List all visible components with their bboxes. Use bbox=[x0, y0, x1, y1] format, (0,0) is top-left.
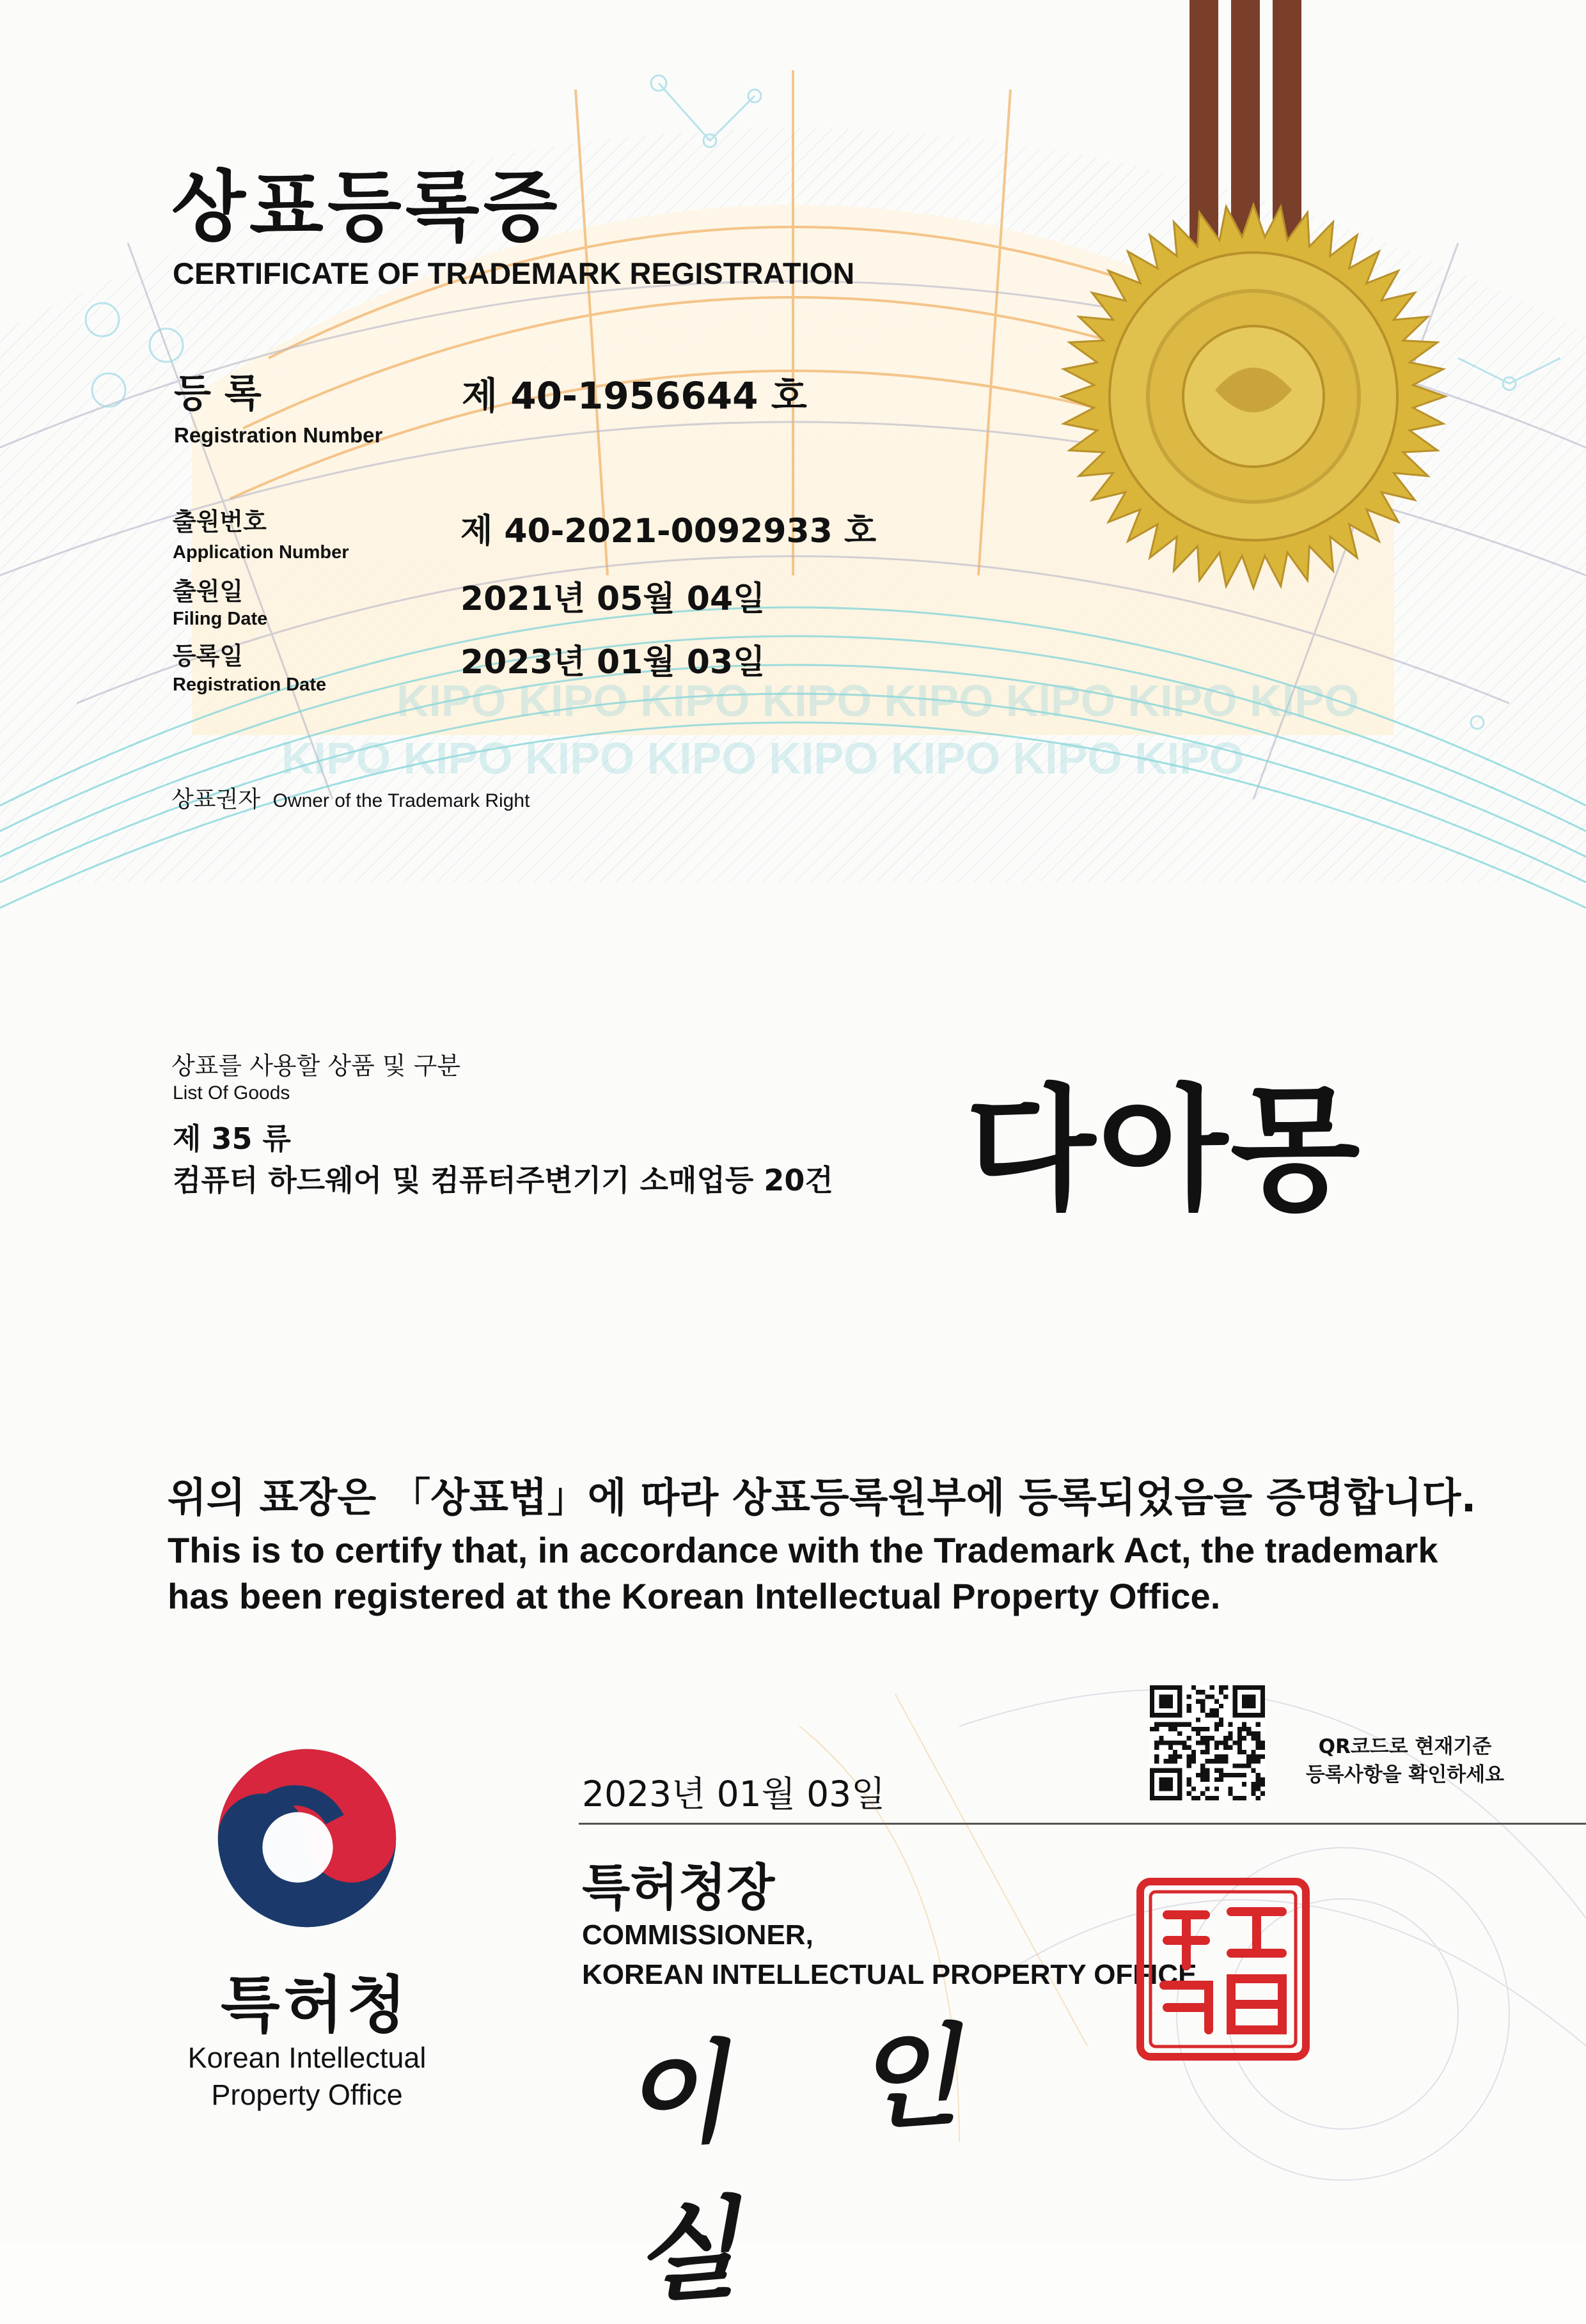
certificate-title: 상표등록증 bbox=[171, 163, 561, 252]
application-number: 제 40-2021-0092933 호 bbox=[460, 512, 877, 550]
trademark-text: 다아몽 bbox=[966, 1072, 1363, 1228]
filing-date-label: 출원일 bbox=[173, 577, 244, 605]
registration-date-label-en: Registration Date bbox=[173, 675, 327, 695]
application-label: 출원번호 bbox=[173, 508, 267, 536]
qr-caption bbox=[1287, 1733, 1523, 1789]
official-red-seal-icon bbox=[1135, 1876, 1311, 2062]
office-name-ko: 특허청 bbox=[221, 1969, 411, 2041]
filing-date: 2021년 05월 04일 bbox=[460, 580, 766, 618]
issue-date: 2023년 01월 03일 bbox=[582, 1774, 886, 1814]
application-label-en: Application Number bbox=[173, 542, 349, 563]
goods-label: 상표를 사용할 상품 및 구분 bbox=[171, 1052, 461, 1080]
goods-description: 컴퓨터 하드웨어 및 컴퓨터주변기기 소매업등 20건 bbox=[173, 1163, 833, 1197]
watermark-line-1: KIPO KIPO KIPO KIPO KIPO KIPO KIPO KIPO bbox=[396, 676, 1360, 726]
registration-label: 등 록 bbox=[174, 371, 262, 416]
goods-class: 제 35 류 bbox=[173, 1121, 291, 1156]
goods-label-en: List Of Goods bbox=[173, 1082, 290, 1104]
commissioner-title-en-line2: KOREAN INTELLECTUAL PROPERTY OFFICE bbox=[582, 1959, 1197, 1990]
qr-caption-line1: QR코드로 현재기준 bbox=[1318, 1735, 1492, 1758]
registration-number: 제 40-1956644 호 bbox=[462, 374, 807, 417]
commissioner-title-en-line1: COMMISSIONER, bbox=[582, 1919, 813, 1951]
owner-label bbox=[171, 781, 530, 814]
owner-label-ko: 상표권자 bbox=[171, 786, 261, 813]
qr-code-icon bbox=[1150, 1685, 1265, 1800]
signature-text: 이 인 실 bbox=[618, 2008, 1009, 2320]
owner-label-en: Owner of the Trademark Right bbox=[272, 790, 530, 811]
registration-label-en: Registration Number bbox=[174, 423, 383, 447]
certificate-title-en: CERTIFICATE OF TRADEMARK REGISTRATION bbox=[173, 256, 855, 290]
statement-en-line1: This is to certify that, in accordance with the Trademark Act, the trademark bbox=[168, 1530, 1438, 1570]
taegeuk-logo-icon bbox=[214, 1745, 400, 1931]
gold-seal-icon bbox=[1049, 192, 1458, 601]
statement-en-line2: has been registered at the Korean Intellectual Property Office. bbox=[168, 1576, 1221, 1616]
commissioner-signature bbox=[614, 1995, 1100, 2320]
qr-caption-line2: 등록사항을 확인하세요 bbox=[1305, 1763, 1505, 1786]
commissioner-title-ko: 특허청장 bbox=[582, 1859, 775, 1917]
watermark-line-2: KIPO KIPO KIPO KIPO KIPO KIPO KIPO KIPO bbox=[281, 733, 1244, 783]
office-name-en-line2: Property Office bbox=[211, 2078, 403, 2111]
office-name-en-line1: Korean Intellectual bbox=[187, 2041, 427, 2074]
registration-date: 2023년 01월 03일 bbox=[460, 643, 766, 682]
office-name-en bbox=[173, 2039, 441, 2114]
statement-ko: 위의 표장은 「상표법」에 따라 상표등록원부에 등록되었음을 증명합니다. bbox=[168, 1474, 1477, 1521]
registration-date-label: 등록일 bbox=[173, 642, 244, 670]
filing-date-label-en: Filing Date bbox=[173, 609, 268, 629]
divider bbox=[579, 1823, 1586, 1825]
